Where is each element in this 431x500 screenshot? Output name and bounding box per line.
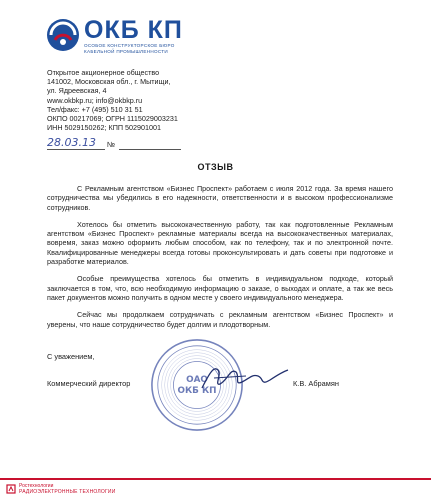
address-line-4: www.okbkp.ru; info@okbkp.ru <box>47 95 143 105</box>
rostech-logo-icon <box>6 484 16 494</box>
paragraph-1: С Рекламным агентством «Бизнес Проспект» работаем с июля 2012 года. За время нашего сотрудничества мы убедились в его надежности, ответственности и в высоком профессионализме сотрудников. <box>47 184 393 212</box>
svg-text:ОАО: ОАО <box>186 375 208 386</box>
logo-subtitle-line-2: КАБЕЛЬНОЙ ПРОМЫШЛЕННОСТИ <box>84 49 169 54</box>
footer <box>0 478 431 500</box>
company-logo-title: ОКБ КП <box>84 16 183 44</box>
codes-line-2: ИНН 5029150262; КПП 502901001 <box>47 123 162 133</box>
logo-subtitle-line-1: ОСОБОЕ КОНСТРУКТОРСКОЕ БЮРО <box>84 43 175 48</box>
number-underline <box>119 149 181 150</box>
handwritten-date: 28.03.13 <box>47 136 96 149</box>
address-line-1: Открытое акционерное общество <box>47 68 160 77</box>
address-line-2: 141002, Московская обл., г. Мытищи, <box>47 77 171 87</box>
okbkp-logo-icon <box>46 18 80 52</box>
codes-line-1: ОКПО 00217069; ОГРН 1115029003231 <box>47 114 178 123</box>
signer-name: К.В. Абрамян <box>293 379 339 388</box>
letter-body <box>47 184 393 337</box>
document-title: ОТЗЫВ <box>197 162 234 172</box>
signer-role: Коммерческий директор <box>47 379 131 388</box>
date-underline <box>47 149 105 150</box>
svg-text:ОКБ КП: ОКБ КП <box>177 385 217 396</box>
address-line-3: ул. Ядреевская, 4 <box>47 86 107 96</box>
footer-line-2: РАДИОЭЛЕКТРОННЫЕ ТЕХНОЛОГИИ <box>19 489 116 495</box>
company-codes <box>47 114 178 132</box>
footer-line-1: Ростехнологии <box>19 483 54 489</box>
footer-red-bar <box>0 478 431 480</box>
address-line-5: Тел/факс: +7 (495) 510 31 51 <box>47 104 143 114</box>
company-address <box>47 68 170 114</box>
paragraph-2: Хотелось бы отметить высококачественную работу, так как подготовленные Рекламным агентством «Бизнес Проспект» рекламные материалы всегда на высококачественных материалах, вовремя, заказ можно оформить любым способом, как по телефону, так и по электронной почте. Квалифицированные менеджеры всегда готовы проконсультировать и дать советы при подготовке и разработке материалов. <box>47 219 393 267</box>
number-label: № <box>107 140 116 149</box>
paragraph-4: Сейчас мы продолжаем сотрудничать с рекламным агентством «Бизнес Проспект» и уверены, что наше сотрудничество будет долгим и плодотворным. <box>47 310 393 329</box>
date-number-line <box>47 138 207 152</box>
regards-text: С уважением, <box>47 352 95 361</box>
paragraph-3: Особые преимущества хотелось бы отметить в индивидуальном подходе, который заключается в том, что, всю необходимую информацию о заказе, о выходах и оплате, а так же весь пакет документов можно получить в одном месте у своего индивидуального менеджера. <box>47 274 393 302</box>
company-logo-subtitle <box>84 43 234 55</box>
signature-icon <box>200 360 290 396</box>
